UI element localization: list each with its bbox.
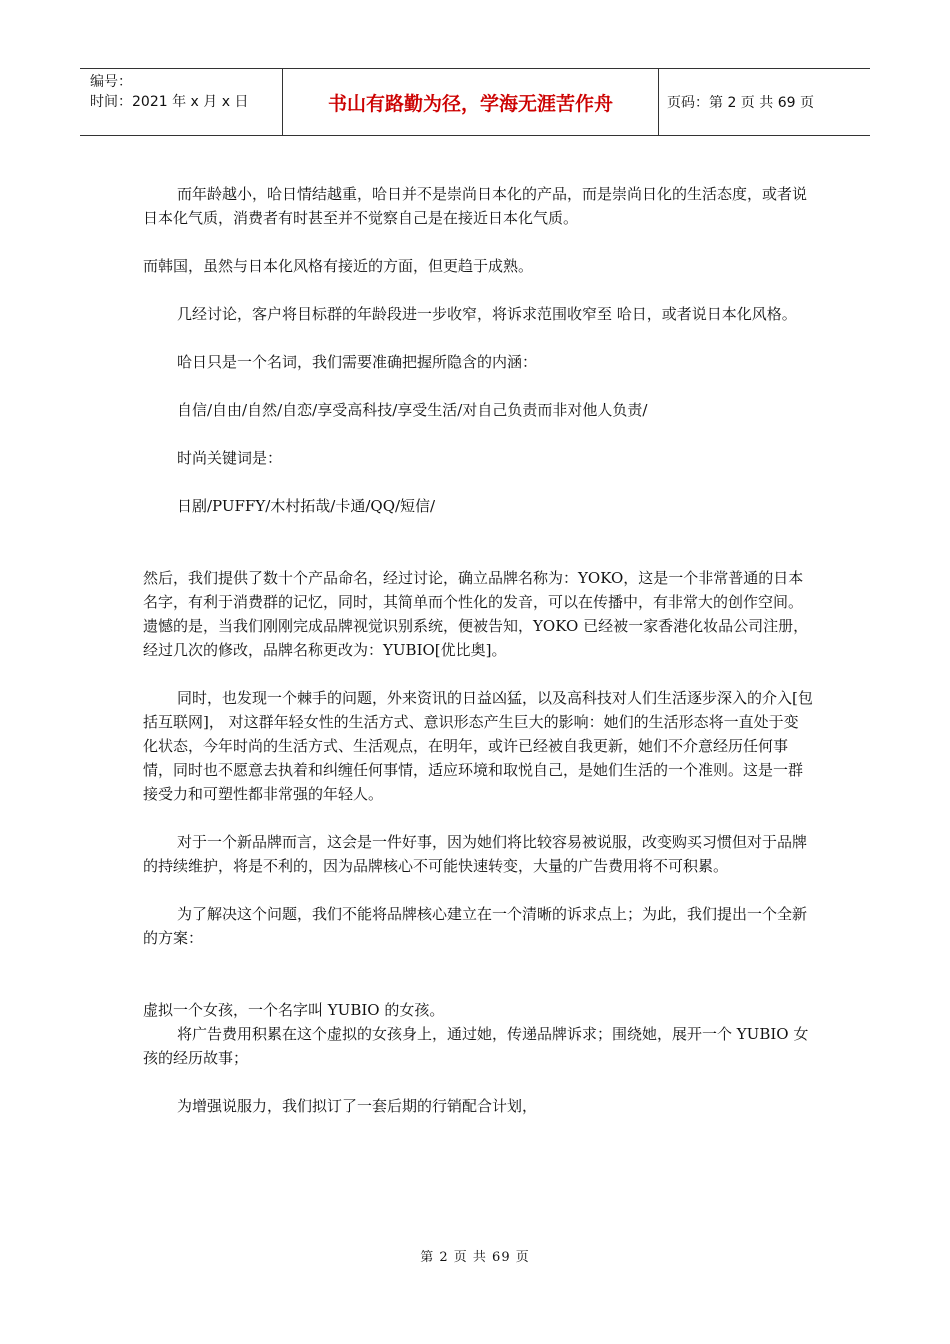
page-footer: 第 2 页 共 69 页 [420, 1250, 530, 1265]
header-page-info: 页码：第 2 页 共 69 页 [667, 95, 814, 111]
paragraph: 为了解决这个问题，我们不能将品牌核心建立在一个清晰的诉求点上；为此，我们提出一个全新的方案： [143, 905, 808, 947]
document-date: 时间：2021 年 x 月 x 日 [90, 94, 249, 110]
paragraph: 几经讨论，客户将目标群的年龄段进一步收窄，将诉求范围收窄至 哈日，或者说日本化风格。 [177, 305, 797, 323]
paragraph: 而年龄越小，哈日情结越重，哈日并不是崇尚日本化的产品，而是崇尚日化的生活态度，或者说日本化气质，消费者有时甚至并不觉察自己是在接近日本化气质。 [143, 185, 808, 227]
document-number: 编号： [90, 74, 132, 90]
paragraph: 日剧/PUFFY/木村拓哉/卡通/QQ/短信/ [177, 497, 436, 515]
paragraph: 然后，我们提供了数十个产品命名，经过讨论，确立品牌名称为：YOKO，这是一个非常普通的日本名字，有利于消费群的记忆，同时，其简单而个性化的发音，可以在传播中，有非常大的创作空间。遗憾的是，当我们刚刚完成品牌视觉识别系统，便被告知，YOKO 已经被一家香港化妆品公司注册，经过几次的修改，品牌名称更改为：YUBIO[优比奥]。 [143, 569, 809, 659]
paragraph: 自信/自由/自然/自恋/享受高科技/享受生活/对自己负责而非对他人负责/ [177, 401, 648, 419]
paragraph: 为增强说服力，我们拟订了一套后期的行销配合计划， [177, 1097, 538, 1115]
paragraph: 将广告费用积累在这个虚拟的女孩身上，通过她，传递品牌诉求；围绕她，展开一个 YUBIO 女孩的经历故事； [143, 1025, 809, 1067]
paragraph: 对于一个新品牌而言，这会是一件好事，因为她们将比较容易被说服，改变购买习惯但对于品牌的持续维护，将是不利的，因为品牌核心不可能快速转变，大量的广告费用将不可积累。 [143, 833, 808, 875]
paragraph: 时尚关键词是： [177, 449, 283, 467]
paragraph: 虚拟一个女孩，一个名字叫 YUBIO 的女孩。 [143, 1001, 445, 1019]
paragraph: 哈日只是一个名词，我们需要准确把握所隐含的内涵： [177, 353, 538, 371]
document-body [143, 182, 813, 1118]
paragraph: 而韩国，虽然与日本化风格有接近的方面，但更趋于成熟。 [143, 257, 534, 275]
paragraph: 同时，也发现一个棘手的问题，外来资讯的日益凶猛，以及高科技对人们生活逐步深入的介入[包括互联网]， 对这群年轻女性的生活方式、意识形态产生巨大的影响：她们的生活形态将一直处于变化状态，今年时尚的生活方式、生活观点，在明年，或许已经被自我更新，她们不介意经历任何事情，同时也不愿意去执着和纠缠任何事情，适应环境和取悦自己，是她们生活的一个准则。这是一群接受力和可塑性都非常强的年轻人。 [143, 689, 813, 803]
page-header [80, 68, 870, 136]
header-meta [80, 69, 282, 135]
header-motto: 书山有路勤为径，学海无涯苦作舟 [282, 69, 659, 135]
